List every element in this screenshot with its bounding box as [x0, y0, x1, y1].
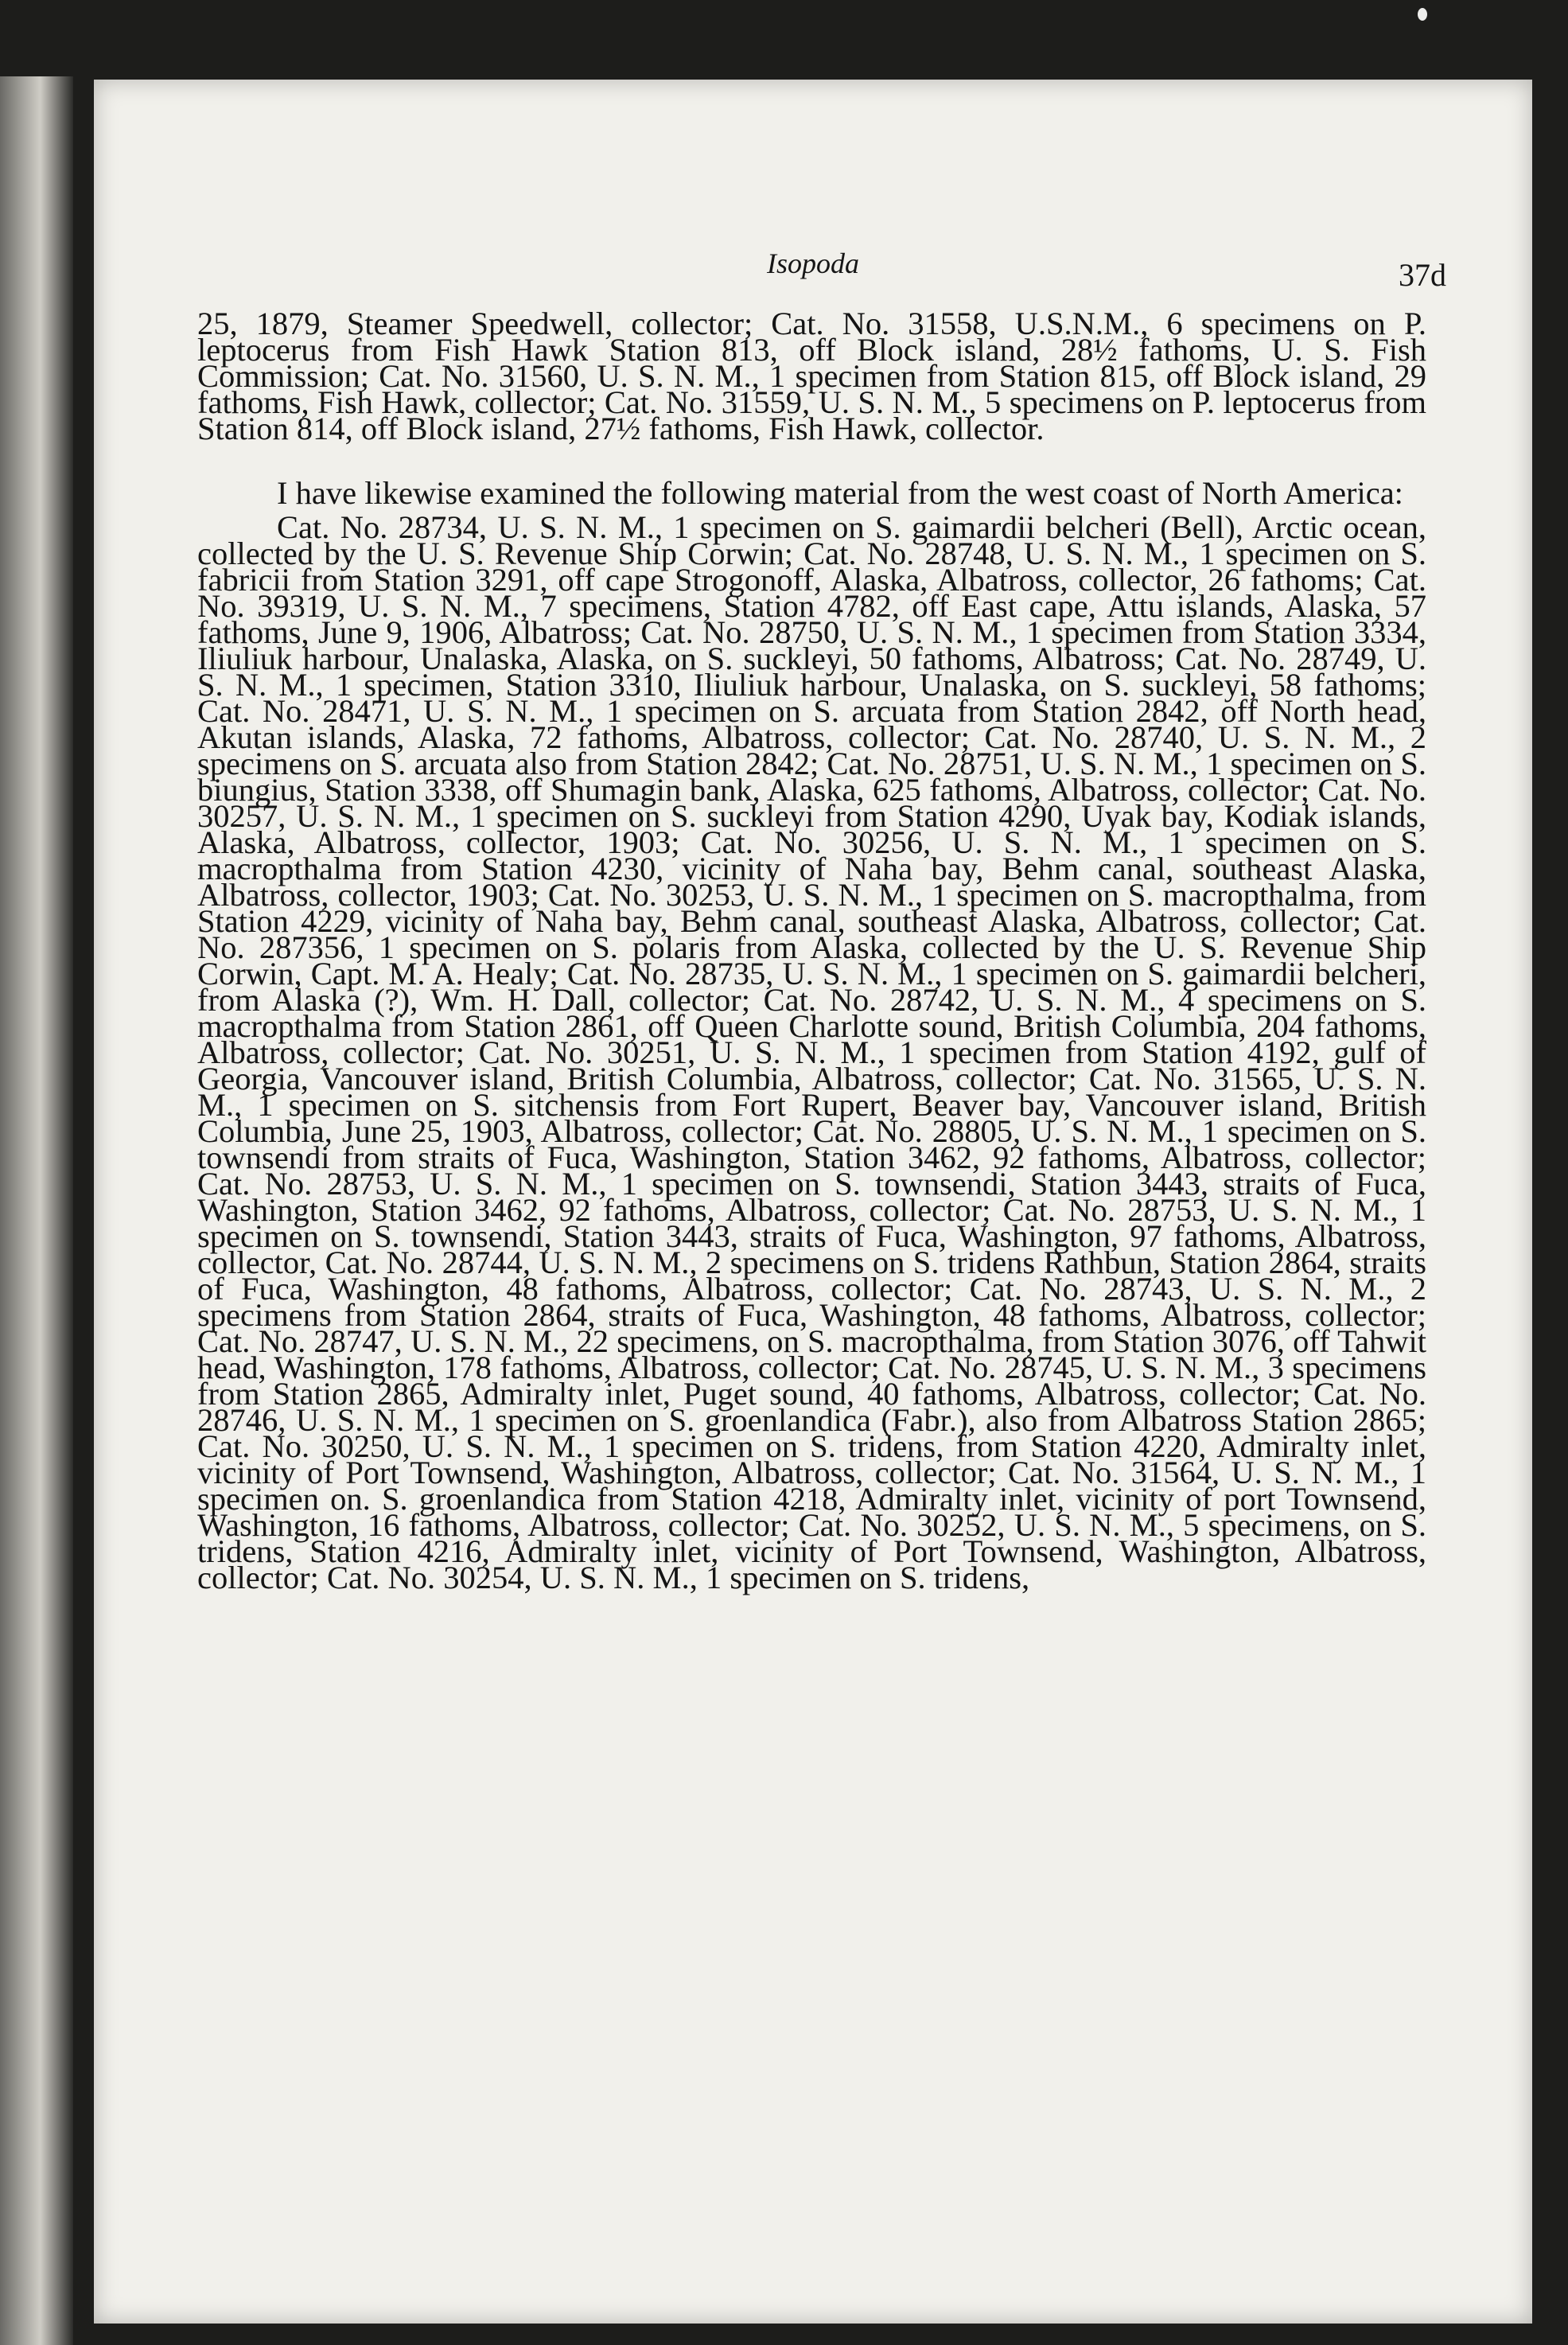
adjacent-page-edge [0, 76, 73, 2345]
paragraph-intro: I have likewise examined the following material from the west coast of North America: [277, 475, 1403, 511]
body-text [197, 306, 1426, 1595]
page-number: 37d [1399, 257, 1446, 293]
scan-speck [1418, 8, 1427, 21]
running-title: Isopoda [767, 247, 859, 279]
paragraph-specimen-list: Cat. No. 28734, U. S. N. M., 1 specimen on S. gaimardii belcheri (Bell), Arctic ocean, collected by the U. S. Revenue Ship Corwin; Cat. No. 28748, U. S. N. M., 1 specimen on S. fabricii from Station 3291, off cape Strogonoff, Alaska, Albatross, collector, 26 fathoms; Cat. No. 39319, U. S. N. M., 7 specimens, Station 4782, off East cape, Attu islands, Alaska, 57 fathoms, June 9, 1906, Albatross; Cat. No. 28750, U. S. N. M., 1 specimen from Station 3334, Iliuliuk harbour, Unalaska, Alaska, on S. suckleyi, 50 fathoms, Albatross; Cat. No. 28749, U. S. N. M., 1 specimen, Station 3310, Iliuliuk harbour, Unalaska, on S. suckleyi, 58 fathoms; Cat. No. 28471, U. S. N. M., 1 specimen on S. arcuata from Station 2842, off North head, Akutan islands, Alaska, 72 fathoms, Albatross, collector; Cat. No. 28740, U. S. N. M., 2 specimens on S. arcuata also from Station 2842; Cat. No. 28751, U. S. N. M., 1 specimen on S. biungius, Station 3338, off Shumagin bank, Alaska, 625 fathoms, Albatross, collector; Cat. No. 30257, U. S. N. M., 1 specimen on S. suckleyi from Station 4290, Uyak bay, Kodiak islands, Alaska, Albatross, collector, 1903; Cat. No. 30256, U. S. N. M., 1 specimen on S. macropthalma from Station 4230, vicinity of Naha bay, Behm canal, southeast Alaska, Albatross, collector, 1903; Cat. No. 30253, U. S. N. M., 1 specimen on S. macropthalma, from Station 4229, vicinity of Naha bay, Behm canal, southeast Alaska, Albatross, collector; Cat. No. 287356, 1 specimen on S. polaris from Alaska, collected by the U. S. Revenue Ship Corwin, Capt. M. A. Healy; Cat. No. 28735, U. S. N. M., 1 specimen on S. gaimardii belcheri, from Alaska (?), Wm. H. Dall, collector; Cat. No. 28742, U. S. N. M., 4 specimens on S. macropthalma from Station 2861, off Queen Charlotte sound, British Columbia, 204 fathoms, Albatross, collector; Cat. No. 30251, U. S. N. M., 1 specimen from Station 4192, gulf of Georgia, Vancouver island, British Columbia, Albatross, collector; Cat. No. 31565, U. S. N. M., 1 specimen on S. sitchensis from Fort Rupert, Beaver bay, Vancouver island, British Columbia, June 25, 1903, Albatross, collector; Cat. No. 28805, U. S. N. M., 1 specimen on S. townsendi from straits of Fuca, Washington, Station 3462, 92 fathoms, Albatross, collector; Cat. No. 28753, U. S. N. M., 1 specimen on S. townsendi, Station 3443, straits of Fuca, Washington, Station 3462, 92 fathoms, Albatross, collector; Cat. No. 28753, U. S. N. M., 1 specimen on S. townsendi, Station 3443, straits of Fuca, Washington, 97 fathoms, Albatross, collector, Cat. No. 28744, U. S. N. M., 2 specimens on S. tridens Rathbun, Station 2864, straits of Fuca, Washington, 48 fathoms, Albatross, collector; Cat. No. 28743, U. S. N. M., 2 specimens from Station 2864, straits of Fuca, Washington, 48 fathoms, Albatross, collector; Cat. No. 28747, U. S. N. M., 22 specimens, on S. macropthalma, from Station 3076, off Tahwit head, Washington, 178 fathoms, Albatross, collector; Cat. No. 28745, U. S. N. M., 3 specimens from Station 2865, Admiralty inlet, Puget sound, 40 fathoms, Albatross, collector; Cat. No. 28746, U. S. N. M., 1 specimen on S. groenlandica (Fabr.), also from Albatross Station 2865; Cat. No. 30250, U. S. N. M., 1 specimen on S. tridens, from Station 4220, Admiralty inlet, vicinity of Port Townsend, Washington, Albatross, collector; Cat. No. 31564, U. S. N. M., 1 specimen on. S. groenlandica from Station 4218, Admiralty inlet, vicinity of port Townsend, Washington, 16 fathoms, Albatross, collector; Cat. No. 30252, U. S. N. M., 5 specimens, on S. tridens, Station 4216, Admiralty inlet, vicinity of Port Townsend, Washington, Albatross, collector; Cat. No. 30254, U. S. N. M., 1 specimen on S. tridens, [197, 509, 1426, 1595]
paragraph-continued: 25, 1879, Steamer Speedwell, collector; Cat. No. 31558, U.S.N.M., 6 specimens on P. leptocerus from Fish Hawk Station 813, off Block island, 28½ fathoms, U. S. Fish Commission; Cat. No. 31560, U. S. N. M., 1 specimen from Station 815, off Block island, 29 fathoms, Fish Hawk, collector; Cat. No. 31559, U. S. N. M., 5 specimens on P. leptocerus from Station 814, off Block island, 27½ fathoms, Fish Hawk, collector. [197, 306, 1426, 446]
book-page [94, 80, 1532, 2324]
